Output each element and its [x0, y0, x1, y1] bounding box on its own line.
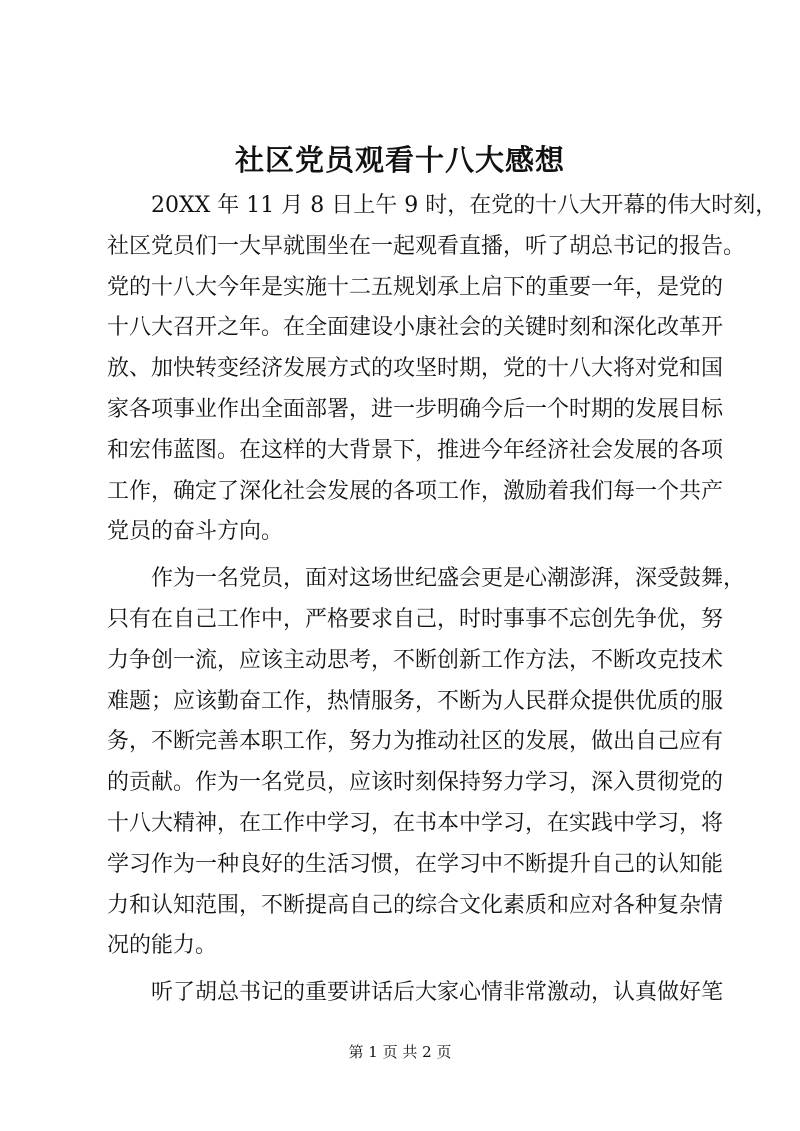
paragraph-line: 难题；应该勤奋工作，热情服务，不断为人民群众提供优质的服	[107, 688, 724, 714]
document-body	[107, 186, 778, 1014]
paragraph-line: 家各项事业作出全面部署，进一步明确今后一个时期的发展目标	[107, 396, 724, 422]
paragraph-line: 作为一名党员，面对这场世纪盛会更是心潮澎湃，深受鼓舞，	[151, 566, 746, 592]
paragraph-line: 十八大召开之年。在全面建设小康社会的关键时刻和深化改革开	[107, 315, 724, 341]
paragraph-line: 十八大精神，在工作中学习，在书本中学习，在实践中学习，将	[107, 810, 724, 836]
page-footer: 第 1 页 共 2 页	[348, 1043, 452, 1061]
paragraph-line: 学习作为一种良好的生活习惯，在学习中不断提升自己的认知能	[107, 851, 724, 877]
paragraph-line: 只有在自己工作中，严格要求自己，时时事事不忘创先争优，努	[107, 606, 724, 632]
paragraph-line: 和宏伟蓝图。在这样的大背景下，推进今年经济社会发展的各项	[107, 437, 724, 463]
paragraph-2	[107, 559, 746, 967]
paragraph-line: 务，不断完善本职工作，努力为推动社区的发展，做出自己应有	[107, 729, 724, 755]
paragraph-line: 听了胡总书记的重要讲话后大家心情非常激动，认真做好笔	[151, 980, 724, 1006]
document-title: 社区党员观看十八大感想	[234, 143, 565, 177]
paragraph-line: 放、加快转变经济发展方式的攻坚时期，党的十八大将对党和国	[107, 356, 724, 382]
paragraph-line: 党的十八大今年是实施十二五规划承上启下的重要一年，是党的	[107, 274, 724, 300]
paragraph-line: 的贡献。作为一名党员，应该时刻保持努力学习，深入贯彻党的	[107, 770, 724, 796]
paragraph-line: 工作，确定了深化社会发展的各项工作，激励着我们每一个共产	[107, 478, 724, 504]
paragraph-3	[107, 973, 724, 1014]
paragraph-line: 力争创一流，应该主动思考，不断创新工作方法，不断攻克技术	[107, 647, 724, 673]
paragraph-1	[107, 186, 778, 553]
paragraph-line: 党员的奋斗方向。	[107, 519, 284, 545]
paragraph-line: 力和认知范围，不断提高自己的综合文化素质和应对各种复杂情	[107, 892, 724, 918]
paragraph-line: 况的能力。	[107, 933, 218, 959]
paragraph-line: 社区党员们一大早就围坐在一起观看直播，听了胡总书记的报告。	[107, 233, 746, 259]
paragraph-line: 20XX 年 11 月 8 日上午 9 时，在党的十八大开幕的伟大时刻，	[151, 193, 778, 218]
